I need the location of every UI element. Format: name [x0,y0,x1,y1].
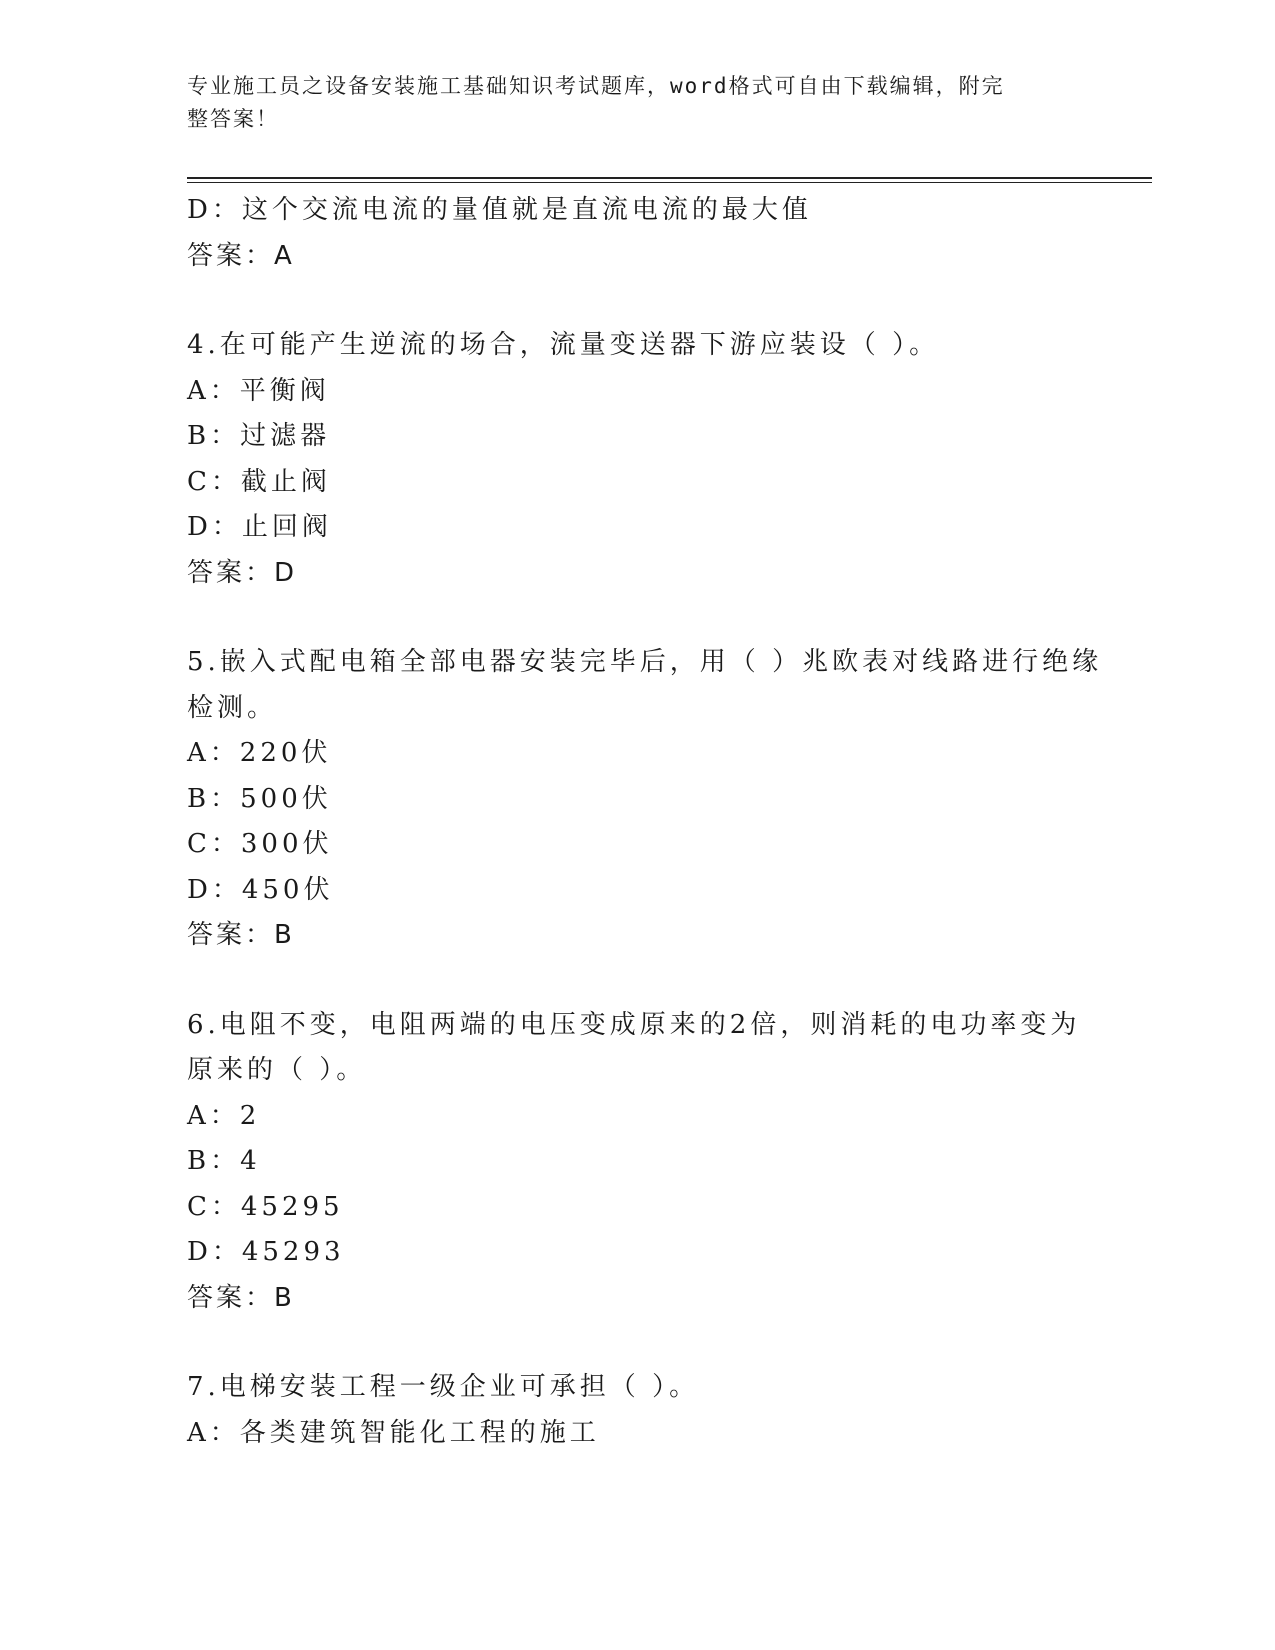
question-4 [187,323,1087,596]
option-b: B：过滤器 [187,421,331,451]
document-header [187,70,1067,136]
question-stem: 7.电梯安装工程一级企业可承担（ ）。 [187,1372,700,1402]
option-c: C：45295 [187,1191,344,1222]
option-c: C：300伏 [187,829,333,859]
option-a: A：平衡阀 [187,375,330,406]
question-stem-continued: 原来的（ ）。 [187,1055,367,1085]
spacer [187,1321,1087,1365]
answer-line: 答案：A [187,240,295,271]
question-7 [187,1365,1087,1456]
spacer [187,959,1087,1003]
header-line-2: 整答案！ [187,107,279,131]
question-5 [187,640,1103,959]
document-body [187,188,1103,1456]
answer-line: 答案：D [187,557,298,588]
spacer [187,279,1087,323]
option-a: A：各类建筑智能化工程的施工 [187,1417,600,1448]
header-divider-thick [187,177,1152,179]
question-stem: 4.在可能产生逆流的场合，流量变送器下游应装设（ ）。 [187,330,940,360]
option-d: D：45293 [187,1237,345,1267]
option-b: B：500伏 [187,783,332,814]
question-stem: 5.嵌入式配电箱全部电器安装完毕后，用（ ）兆欧表对线路进行绝缘 [187,647,1103,677]
option-d: D：止回阀 [187,512,332,542]
option-d: D：450伏 [187,874,334,905]
question-stem: 6.电阻不变，电阻两端的电压变成原来的2倍，则消耗的电功率变为 [187,1009,1081,1040]
answer-line: 答案：B [187,920,295,950]
header-divider-thin [187,182,1152,183]
answer-line: 答案：B [187,1282,295,1313]
option-a: A：2 [187,1100,261,1131]
question-stem-continued: 检测。 [187,692,278,723]
option-b: B：4 [187,1146,261,1176]
option-c: C：截止阀 [187,466,331,497]
header-line-1: 专业施工员之设备安装施工基础知识考试题库，word格式可自由下载编辑，附完 [187,74,1005,98]
option-a: A：220伏 [187,738,332,768]
question-6 [187,1003,1087,1322]
option-d-fragment: D：这个交流电流的量值就是直流电流的最大值 [187,195,812,225]
spacer [187,596,1087,640]
